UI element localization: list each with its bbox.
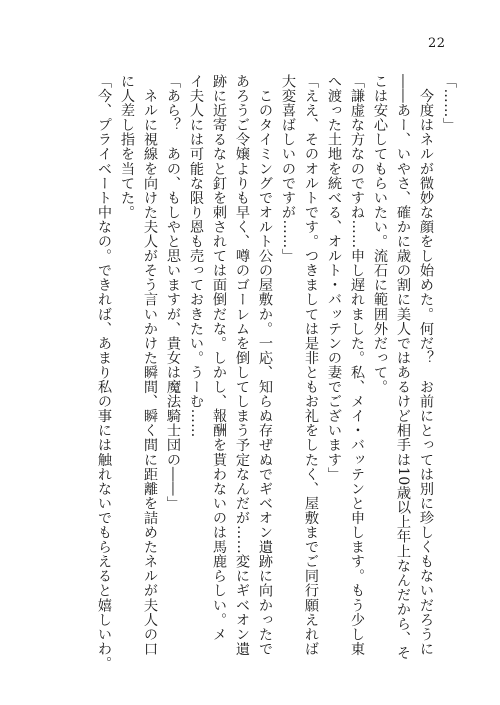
text-line: 「あら？ あの、もしやと思いますが、貴女は魔法騎士団の――」 [165, 74, 181, 511]
text-line: このタイミングでオルト公の屋敷か。一応、知らぬ存ぜぬでギベオン遺跡に向かったで [257, 74, 273, 656]
text-line: 今度はネルが微妙な顔をし始めた。何だ？ お前にとっては別に珍しくもないだろうに [418, 74, 434, 656]
text-line: 「今、プライベート中なの。できれば、あまり私の事には触れないでもらえると嬉しいわ。 [96, 74, 112, 671]
text-line: イ夫人には可能な限り恩も売っておきたい。うーむ…… [188, 74, 204, 438]
vertical-text-body [92, 74, 460, 674]
text-line: ――あー、いやさ、確かに歳の割に美人ではあるけど相手は10歳以上年上なんだから、そ [395, 74, 411, 661]
page-number: 22 [428, 36, 446, 51]
text-line: 「……」 [441, 74, 457, 133]
text-line: こは安心してもらいたい。流石に範囲外だって。 [372, 74, 388, 395]
text-line: あろうご令嬢よりも早く、噂のゴーレムを倒してしまう予定なんだが……変にギベオン遺 [234, 74, 250, 656]
text-line: ネルに視線を向けた夫人がそう言いかけた瞬間、瞬く間に距離を詰めたネルが夫人の口 [142, 74, 158, 656]
text-line: に人差し指を当てた。 [119, 74, 135, 220]
text-line: 「謙虚な方なのですね……申し遅れました。私、メイ・バッテンと申します。もう少し東 [349, 74, 365, 656]
text-line: 「ええ、そのオルトです。つきましては是非ともお礼をしたく、屋敷までご同行願えれば [303, 74, 319, 656]
text-line: 大変喜ばしいのですが……」 [280, 74, 296, 264]
text-line: へ渡った土地を統べる、オルト・バッテンの妻でございます」 [326, 74, 342, 482]
text-line: 跡に近寄るなと釘を刺されては面倒だな。しかし、報酬を貰わないのは馬鹿らしい。メ [211, 74, 227, 642]
